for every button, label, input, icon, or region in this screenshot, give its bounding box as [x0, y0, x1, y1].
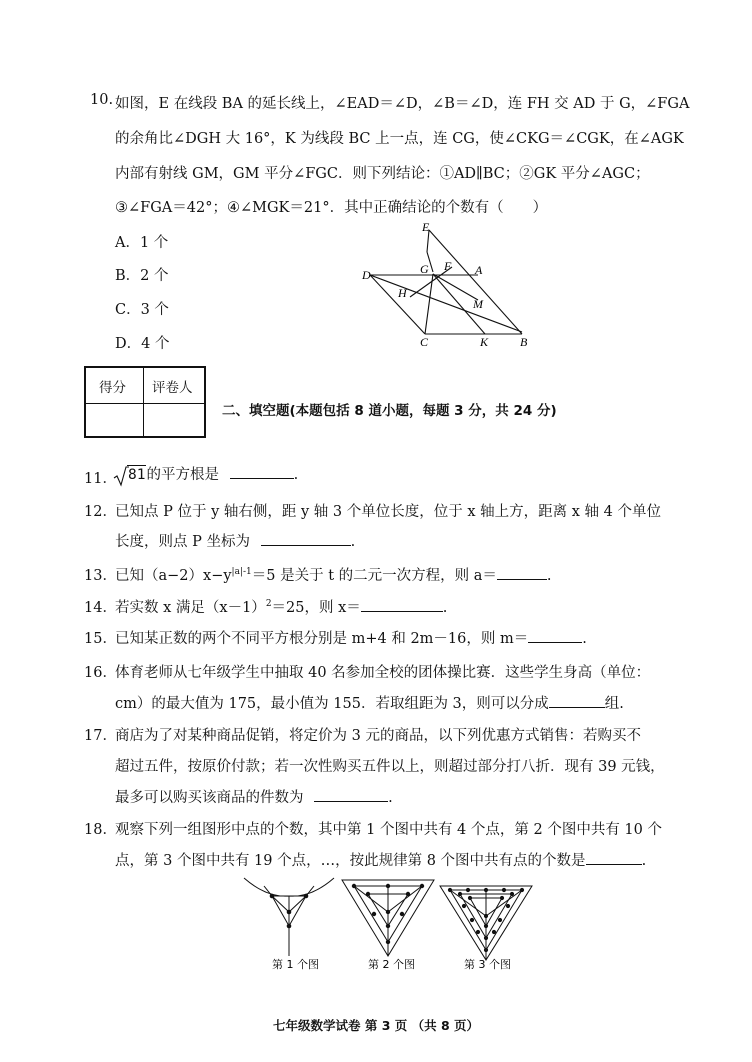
q15-number: 15． [84, 631, 117, 647]
q18-figure-1 [242, 876, 336, 971]
q17-line3 [115, 786, 393, 807]
q10-option-c: C．3 个 [115, 302, 169, 318]
q10-number: 10. [90, 92, 114, 108]
q14-number: 14． [84, 600, 117, 616]
q15-answer-blank[interactable] [528, 628, 582, 643]
q14-exponent: 2 [265, 599, 272, 610]
q13-post: ＝5 是关于 t 的二元一次方程，则 a＝ [251, 568, 497, 584]
q13-exponent: |a|-1 [231, 567, 252, 578]
q18-figure-3 [438, 876, 534, 971]
score-table-hline [86, 403, 204, 404]
q15-text: 已知某正数的两个不同平方根分别是 m+4 和 2m－16，则 m＝ [115, 631, 529, 647]
q13-body [115, 564, 552, 585]
q14-post: ＝25，则 x＝ [271, 600, 361, 616]
q10-option-a: A．1 个 [115, 235, 169, 251]
label-m: M [473, 297, 483, 311]
q18-line2 [115, 849, 646, 870]
q10-line4: ③∠FGA＝42°；④∠MGK＝21°．其中正确结论的个数有（ ） [115, 200, 548, 216]
label-d: D [362, 268, 371, 282]
q11-number: 11． [84, 471, 117, 487]
line-eb [429, 230, 522, 334]
score-header: 得分 [99, 380, 126, 396]
label-a: A [475, 263, 483, 277]
q12-answer-blank[interactable] [261, 531, 351, 546]
q17-number: 17． [84, 728, 117, 744]
q17-line1: 商店为了对某种商品促销，将定价为 3 元的商品，以下列优惠方式销售：若购买不 [115, 728, 641, 744]
label-c: C [420, 335, 429, 349]
section-2-heading: 二、填空题(本题包括 8 道小题，每题 3 分，共 24 分) [222, 403, 557, 419]
q13-answer-blank[interactable] [497, 565, 547, 580]
q13-number: 13． [84, 568, 117, 584]
q12-line2 [115, 530, 355, 551]
score-table [84, 366, 206, 438]
label-h: H [398, 286, 407, 300]
q14-body [115, 596, 447, 617]
q11-body [113, 463, 298, 484]
q16-line2-text: cm）的最大值为 175，最小值为 155．若取组距为 3，则可以分成 [115, 696, 549, 712]
score-input-cell[interactable] [90, 408, 140, 432]
q18-caption-1: 第 1 个图 [272, 958, 319, 971]
q11-radicand: 81 [128, 467, 146, 483]
q17-answer-blank[interactable] [314, 787, 388, 802]
q16-line2 [115, 692, 624, 713]
q18-caption-3: 第 3 个图 [464, 958, 511, 971]
q16-end: 组. [604, 696, 624, 712]
q18-caption-2: 第 2 个图 [368, 958, 415, 971]
q18-line2-text: 点，第 3 个图中共有 19 个点，…，按此规律第 8 个图中共有点的个数是 [115, 853, 586, 869]
q12-number: 12． [84, 504, 117, 520]
label-g: G [420, 262, 429, 276]
q13-pre: 已知（a−2）x−y [115, 568, 232, 584]
line-dc [370, 275, 425, 334]
q10-line2: 的余角比∠DGH 大 16°，K 为线段 BC 上一点，连 CG，使∠CKG＝∠CGK，在∠AGK [115, 131, 684, 147]
line-da [370, 275, 522, 332]
grader-input-cell[interactable] [147, 408, 201, 432]
grader-header: 评卷人 [152, 380, 193, 396]
q18-answer-blank[interactable] [586, 850, 642, 865]
q10-line1: 如图，E 在线段 BA 的延长线上，∠EAD＝∠D，∠B＝∠D，连 FH 交 AD 于 G，∠FGA [115, 96, 690, 112]
q18-figure-2 [340, 876, 436, 971]
q14-pre: 若实数 x 满足（x－1） [115, 600, 266, 616]
page-footer: 七年级数学试卷 第 3 页 （共 8 页） [272, 1018, 479, 1033]
q16-line1: 体育老师从七年级学生中抽取 40 名参加全校的团体操比赛．这些学生身高（单位： [115, 665, 651, 681]
q17-line3-text: 最多可以购买该商品的件数为 [115, 790, 304, 806]
q14-answer-blank[interactable] [361, 597, 443, 612]
label-f: F [444, 259, 452, 273]
q12-end: . [350, 534, 356, 550]
label-k: K [480, 335, 489, 349]
label-e: E [422, 220, 430, 234]
q10-line3: 内部有射线 GM，GM 平分∠FGC．则下列结论：①AD∥BC；②GK 平分∠AGC； [115, 166, 650, 182]
q12-line2-text: 长度，则点 P 坐标为 [115, 534, 250, 550]
q16-number: 16． [84, 665, 117, 681]
q11-answer-blank[interactable] [230, 464, 294, 479]
q10-option-b: B．2 个 [115, 268, 169, 284]
q18-number: 18． [84, 822, 117, 838]
q11-end: . [293, 467, 299, 483]
q18-line1: 观察下列一组图形中点的个数，其中第 1 个图中共有 4 个点，第 2 个图中共有 10 个 [115, 822, 662, 838]
score-table-vline [143, 368, 144, 436]
q15-end: . [582, 631, 587, 647]
label-b: B [520, 335, 528, 349]
q12-line1: 已知点 P 位于 y 轴右侧，距 y 轴 3 个单位长度，位于 x 轴上方，距离 x 轴 4 个单位 [115, 504, 661, 520]
q18-end: . [641, 853, 647, 869]
q10-option-d: D．4 个 [115, 336, 170, 352]
q10-geometry-figure [360, 222, 540, 352]
q17-end: . [388, 790, 393, 806]
q15-body [115, 627, 587, 648]
q14-end: . [442, 600, 448, 616]
radical-sign-icon [113, 465, 129, 487]
q13-end: . [546, 568, 552, 584]
q16-answer-blank[interactable] [549, 693, 605, 708]
q17-line2: 超过五件，按原价付款；若一次性购买五件以上，则超过部分打八折．现有 39 元钱， [115, 759, 665, 775]
q11-text: 的平方根是 [146, 467, 219, 483]
